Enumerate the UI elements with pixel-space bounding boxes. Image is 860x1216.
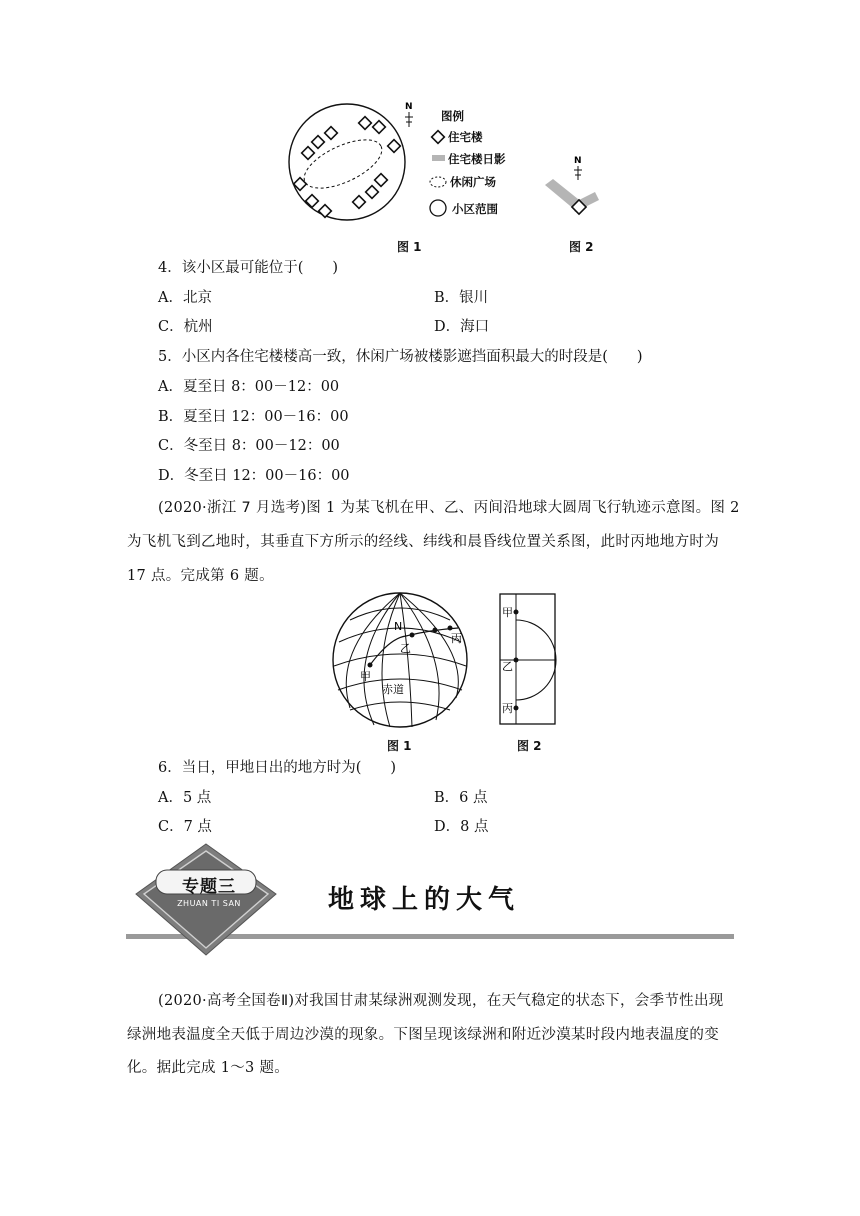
question-6-option-a: A．5 点 — [158, 790, 212, 806]
north-label-fig2: N — [574, 156, 582, 166]
question-4-option-d: D．海口 — [434, 319, 490, 335]
north-arrow-fig1 — [405, 112, 413, 127]
section-banner — [126, 842, 736, 957]
section-title: 地球上的大气 — [328, 885, 521, 915]
globe-label-yi: 乙 — [400, 642, 411, 655]
intro-q6-line-3: 17 点。完成第 6 题。 — [127, 568, 274, 584]
globe-label-jia: 甲 — [360, 670, 371, 683]
figure-residential-area — [285, 100, 615, 255]
legend-title: 图例 — [441, 109, 464, 123]
banner-badge: 专题三 — [182, 877, 236, 897]
north-arrow-fig2 — [574, 166, 582, 180]
residential-buildings — [294, 117, 401, 218]
source-label-2: 高考全国卷Ⅱ — [206, 993, 289, 1009]
legend-item-plaza: 休闲广场 — [450, 175, 496, 189]
question-5-option-d: D．冬至日 12：00－16：00 — [158, 468, 350, 484]
legend-shadow-symbol — [432, 155, 445, 161]
question-5-option-c: C．冬至日 8：00－12：00 — [158, 438, 340, 454]
question-5-option-b: B．夏至日 12：00－16：00 — [158, 409, 349, 425]
fig2-label-bing: 丙 — [502, 702, 513, 715]
banner-pinyin: ZHUAN TI SAN — [177, 899, 241, 908]
globe-equator-label: 赤道 — [382, 683, 404, 696]
source-label: 浙江 7 月选考 — [206, 500, 301, 516]
fig2-label-jia: 甲 — [502, 606, 513, 619]
globe-caption-2: 图 2 — [517, 739, 542, 753]
question-6-option-b: B．6 点 — [434, 790, 488, 806]
question-6-option-d: D．8 点 — [434, 819, 489, 835]
legend-item-building: 住宅楼 — [448, 130, 483, 144]
question-5-stem: 5．小区内各住宅楼楼高一致，休闲广场被楼影遮挡面积最大的时段是( ) — [158, 349, 643, 365]
legend-building-symbol — [432, 131, 445, 144]
intro-q6-line-1: (2020·浙江 7 月选考)图 1 为某飞机在甲、乙、丙间沿地球大圆周飞行轨迹示意图。图 2 — [158, 500, 740, 516]
figure2-shadow-diagram — [545, 179, 599, 214]
globe-diagram-svg — [330, 590, 570, 755]
intro-q1-line-2: 绿洲地表温度全天低于周边沙漠的现象。下图呈现该绿洲和附近沙漠某时段内地表温度的变 — [127, 1027, 719, 1043]
legend-item-boundary: 小区范围 — [452, 202, 498, 216]
intro-q1-line-1: (2020·高考全国卷Ⅱ)对我国甘肃某绿洲观测发现，在天气稳定的状态下，会季节性出现 — [158, 993, 724, 1009]
globe-label-bing: 丙 — [451, 632, 462, 645]
question-4-option-b: B．银川 — [434, 290, 489, 306]
question-5-option-a: A．夏至日 8：00－12：00 — [158, 379, 340, 395]
intro-q6-line-2: 为飞机飞到乙地时，其垂直下方所示的经线、纬线和晨昏线位置关系图，此时丙地地方时为 — [127, 534, 719, 550]
globe-north-label: N — [394, 620, 403, 633]
globe-grid — [333, 593, 467, 727]
legend-plaza-symbol — [430, 177, 446, 187]
figure-flight-track — [330, 590, 570, 755]
figure-caption-2: 图 2 — [569, 240, 594, 254]
north-label-fig1: N — [405, 102, 413, 112]
fig2-label-yi: 乙 — [502, 660, 513, 673]
question-6-option-c: C．7 点 — [158, 819, 212, 835]
legend-item-shadow: 住宅楼日影 — [448, 152, 506, 166]
intro-q1-line-3: 化。据此完成 1～3 题。 — [127, 1060, 290, 1076]
figure-caption-1: 图 1 — [397, 240, 422, 254]
question-4-option-c: C．杭州 — [158, 319, 213, 335]
question-4-stem: 4．该小区最可能位于( ) — [158, 260, 339, 276]
globe-caption-1: 图 1 — [387, 739, 412, 753]
legend-boundary-symbol — [430, 200, 446, 216]
question-4-option-a: A．北京 — [158, 290, 212, 306]
question-6-stem: 6．当日，甲地日出的地方时为( ) — [158, 760, 397, 776]
